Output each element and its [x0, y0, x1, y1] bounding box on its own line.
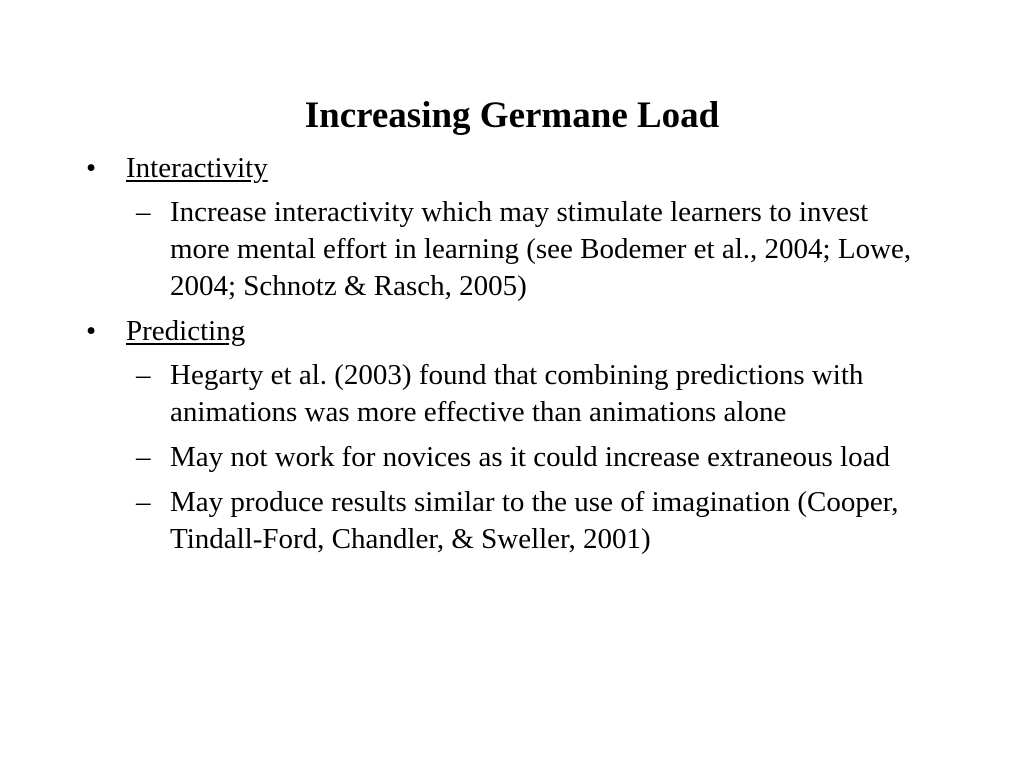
- sub-bullet-marker: –: [136, 486, 151, 518]
- slide-title: Increasing Germane Load: [304, 95, 720, 136]
- bullet-item-interactivity: [0, 150, 1024, 305]
- bullet-heading: Predicting: [126, 315, 246, 347]
- bullet-list: [0, 150, 1024, 558]
- bullet-marker: •: [86, 315, 97, 347]
- sub-bullet-marker: –: [136, 359, 151, 391]
- sub-bullet-text: May not work for novices as it could increase extraneous load: [170, 441, 890, 473]
- sub-bullet-item: [136, 194, 930, 305]
- sub-bullet-item: [136, 484, 930, 558]
- sub-bullet-text: May produce results similar to the use of imagination (Cooper, Tindall-Ford, Chandler, & Sweller, 2001): [170, 486, 899, 555]
- sub-bullet-marker: –: [136, 196, 151, 228]
- sub-bullet-list: [126, 357, 1024, 558]
- bullet-item-predicting: [0, 313, 1024, 558]
- sub-bullet-item: [136, 439, 930, 476]
- sub-bullet-text: Hegarty et al. (2003) found that combining predictions with animations was more effective than animations alone: [170, 359, 864, 428]
- sub-bullet-item: [136, 357, 930, 431]
- sub-bullet-marker: –: [136, 441, 151, 473]
- sub-bullet-text: Increase interactivity which may stimulate learners to invest more mental effort in learning (see Bodemer et al., 2004; Lowe, 2004; Schnotz & Rasch, 2005): [170, 196, 912, 302]
- bullet-heading: Interactivity: [126, 152, 268, 184]
- sub-bullet-list: [126, 194, 1024, 305]
- bullet-marker: •: [86, 152, 97, 184]
